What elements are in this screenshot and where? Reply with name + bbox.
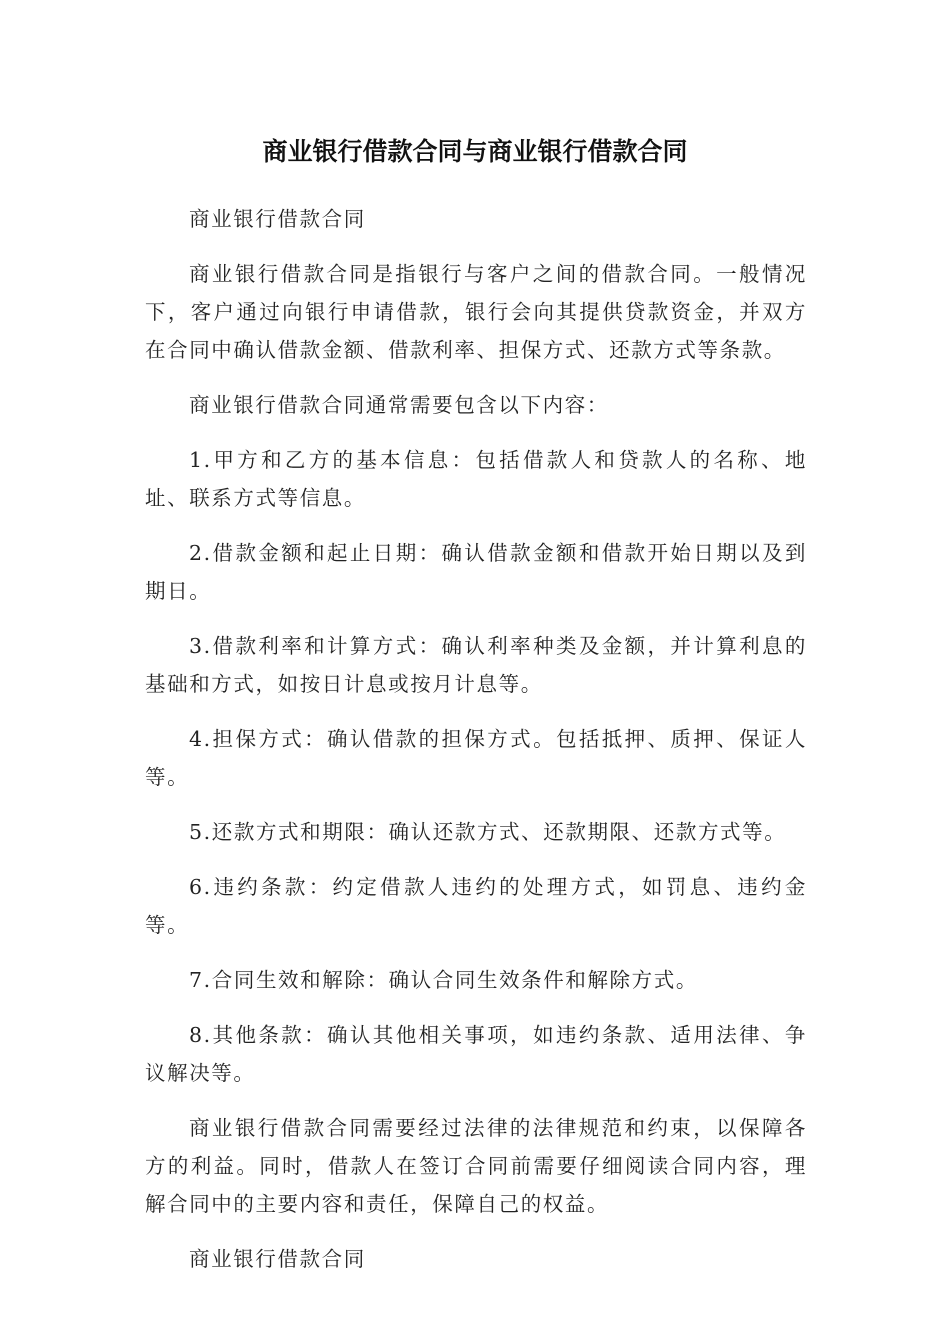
list-item-repayment: 5.还款方式和期限：确认还款方式、还款期限、还款方式等。 [189,820,787,844]
paragraph-contents-intro: 商业银行借款合同通常需要包含以下内容： [189,393,609,417]
paragraph-legal: 商业银行借款合同需要经过法律的法律规范和约束，以保障各方的利益。同时，借款人在签订合同前需要仔细阅读合同内容，理解合同中的主要内容和责任，保障自己的权益。 [145,1116,807,1216]
list-item-amount-dates: 2.借款金额和起止日期：确认借款金额和借款开始日期以及到期日。 [145,541,807,603]
document-title: 商业银行借款合同与商业银行借款合同 [262,137,688,166]
document-body [145,200,807,1295]
list-item-interest: 3.借款利率和计算方式：确认利率种类及金额，并计算利息的基础和方式，如按日计息或按月计息等。 [145,634,807,696]
paragraph-definition: 商业银行借款合同是指银行与客户之间的借款合同。一般情况下，客户通过向银行申请借款，银行会向其提供贷款资金，并双方在合同中确认借款金额、借款利率、担保方式、还款方式等条款。 [145,262,807,362]
paragraph-heading-repeat: 商业银行借款合同 [189,1247,366,1271]
list-item-effect: 7.合同生效和解除：确认合同生效条件和解除方式。 [189,968,698,992]
list-item-guarantee: 4.担保方式：确认借款的担保方式。包括抵押、质押、保证人等。 [145,727,807,789]
list-item-default: 6.违约条款：约定借款人违约的处理方式，如罚息、违约金等。 [145,875,807,937]
paragraph-heading: 商业银行借款合同 [189,207,366,231]
list-item-parties: 1.甲方和乙方的基本信息：包括借款人和贷款人的名称、地址、联系方式等信息。 [145,448,807,510]
list-item-other: 8.其他条款：确认其他相关事项，如违约条款、适用法律、争议解决等。 [145,1023,807,1085]
